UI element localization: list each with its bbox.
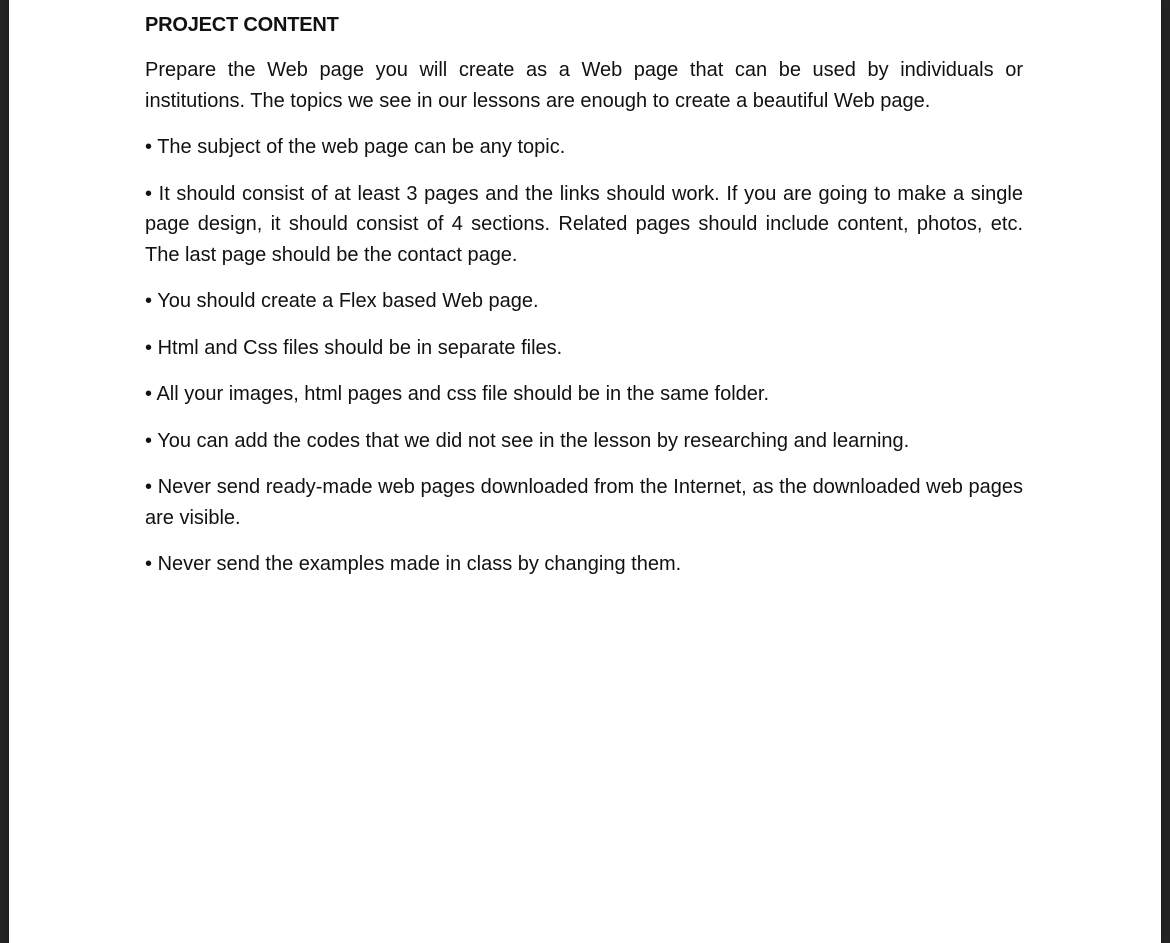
bullet-symbol: • xyxy=(145,429,153,452)
document-page xyxy=(9,0,1161,943)
bullet-text: Html and Css files should be in separate files. xyxy=(157,336,563,359)
document-content xyxy=(145,0,1023,580)
bullet-item xyxy=(145,333,1023,364)
bullet-text: You can add the codes that we did not see in the lesson by researching and learning. xyxy=(157,429,910,452)
intro-paragraph: Prepare the Web page you will create as a Web page that can be used by individuals or institutions. The topics we see in our lessons are enough to create a beautiful Web page. xyxy=(145,59,1023,112)
bullet-text: You should create a Flex based Web page. xyxy=(157,290,539,312)
bullet-item xyxy=(145,472,1023,533)
bullet-item xyxy=(145,179,1023,271)
bullet-item xyxy=(145,379,1023,410)
bullet-text: The subject of the web page can be any topic. xyxy=(157,136,566,158)
bullet-text: Never send ready-made web pages downloaded from the Internet, as the downloaded web pages are visible. xyxy=(145,476,1023,529)
bullet-item xyxy=(145,549,1023,580)
bullet-text: It should consist of at least 3 pages and the links should work. If you are going to make a single page design, it should consist of 4 sections. Related pages should include content, photos, etc. The last page should be the contact page. xyxy=(145,182,1023,266)
section-heading: PROJECT CONTENT xyxy=(145,14,339,36)
bullet-symbol: • xyxy=(145,336,153,359)
bullet-symbol: • xyxy=(145,383,153,405)
bullet-symbol: • xyxy=(145,553,153,575)
bullet-item xyxy=(145,286,1023,317)
bullet-symbol: • xyxy=(145,290,153,312)
bullet-symbol: • xyxy=(145,136,153,158)
bullet-symbol: • xyxy=(145,476,153,498)
bullet-symbol: • xyxy=(145,182,153,205)
bullet-text: Never send the examples made in class by changing them. xyxy=(157,553,682,575)
bullet-item xyxy=(145,426,1023,457)
bullet-item xyxy=(145,132,1023,163)
bullet-text: All your images, html pages and css file should be in the same folder. xyxy=(156,383,770,405)
